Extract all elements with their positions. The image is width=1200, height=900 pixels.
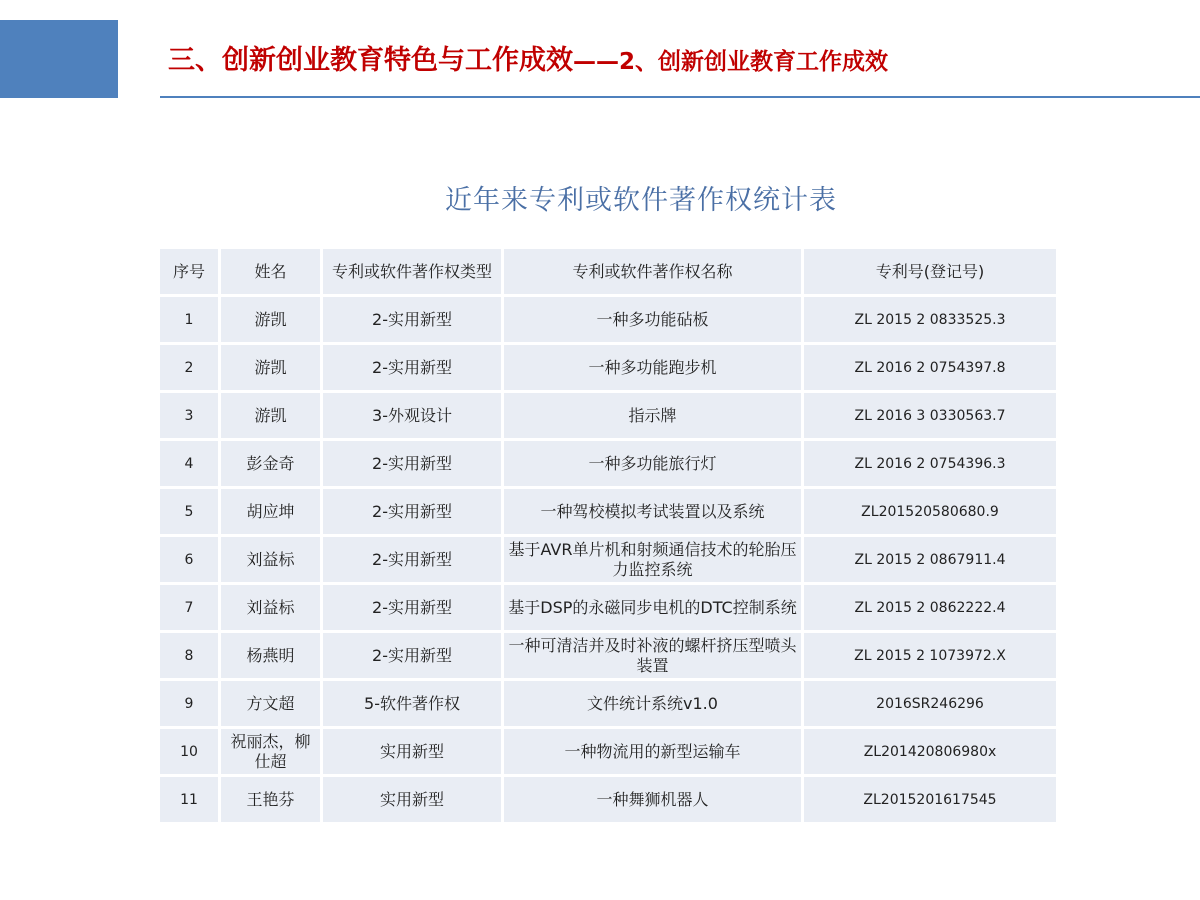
cell-type: 2-实用新型 (323, 537, 501, 582)
table-row (160, 777, 1056, 822)
cell-name: 祝丽杰，柳仕超 (221, 729, 320, 774)
cell-title: 指示牌 (504, 393, 801, 438)
cell-index: 11 (160, 777, 218, 822)
cell-number: 2016SR246296 (804, 681, 1056, 726)
table-row (160, 441, 1056, 486)
cell-number: ZL 2015 2 0862222.4 (804, 585, 1056, 630)
cell-type: 2-实用新型 (323, 585, 501, 630)
cell-type: 实用新型 (323, 777, 501, 822)
cell-title: 文件统计系统v1.0 (504, 681, 801, 726)
cell-title: 一种舞狮机器人 (504, 777, 801, 822)
cell-title: 一种可清洁并及时补液的螺杆挤压型喷头装置 (504, 633, 801, 678)
cell-index: 6 (160, 537, 218, 582)
slide-title-sub: ——2、创新创业教育工作成效 (573, 49, 889, 75)
cell-number: ZL201520580680.9 (804, 489, 1056, 534)
corner-accent-block (0, 20, 118, 98)
cell-index: 4 (160, 441, 218, 486)
cell-index: 1 (160, 297, 218, 342)
cell-number: ZL 2016 2 0754396.3 (804, 441, 1056, 486)
cell-index: 7 (160, 585, 218, 630)
cell-index: 10 (160, 729, 218, 774)
table-row (160, 489, 1056, 534)
cell-title: 一种驾校模拟考试装置以及系统 (504, 489, 801, 534)
table-row (160, 585, 1056, 630)
cell-type: 实用新型 (323, 729, 501, 774)
cell-number: ZL 2016 2 0754397.8 (804, 345, 1056, 390)
table-row (160, 681, 1056, 726)
cell-type: 2-实用新型 (323, 489, 501, 534)
title-divider (160, 96, 1200, 98)
cell-number: ZL 2015 2 0867911.4 (804, 537, 1056, 582)
table-row (160, 297, 1056, 342)
cell-name: 胡应坤 (221, 489, 320, 534)
cell-index: 9 (160, 681, 218, 726)
cell-title: 一种多功能砧板 (504, 297, 801, 342)
cell-number: ZL 2016 3 0330563.7 (804, 393, 1056, 438)
cell-title: 一种多功能跑步机 (504, 345, 801, 390)
slide-title (168, 38, 888, 77)
cell-index: 8 (160, 633, 218, 678)
table-title: 近年来专利或软件著作权统计表 (445, 185, 837, 216)
column-header-number: 专利号(登记号) (804, 249, 1056, 294)
cell-name: 彭金奇 (221, 441, 320, 486)
column-header-title: 专利或软件著作权名称 (504, 249, 801, 294)
cell-type: 3-外观设计 (323, 393, 501, 438)
cell-name: 刘益标 (221, 537, 320, 582)
cell-name: 游凯 (221, 297, 320, 342)
cell-name: 方文超 (221, 681, 320, 726)
cell-type: 2-实用新型 (323, 633, 501, 678)
table-row (160, 729, 1056, 774)
table-row (160, 633, 1056, 678)
cell-type: 2-实用新型 (323, 345, 501, 390)
cell-index: 3 (160, 393, 218, 438)
table-header-row (160, 249, 1056, 294)
column-header-name: 姓名 (221, 249, 320, 294)
cell-number: ZL 2015 2 1073972.X (804, 633, 1056, 678)
cell-name: 王艳芬 (221, 777, 320, 822)
cell-type: 2-实用新型 (323, 297, 501, 342)
column-header-type: 专利或软件著作权类型 (323, 249, 501, 294)
cell-number: ZL2015201617545 (804, 777, 1056, 822)
patent-stats-table (157, 246, 1059, 825)
cell-type: 5-软件著作权 (323, 681, 501, 726)
cell-index: 2 (160, 345, 218, 390)
table-row (160, 345, 1056, 390)
table-row (160, 537, 1056, 582)
slide-title-main: 三、创新创业教育特色与工作成效 (168, 45, 573, 76)
cell-number: ZL 2015 2 0833525.3 (804, 297, 1056, 342)
cell-title: 一种物流用的新型运输车 (504, 729, 801, 774)
cell-name: 游凯 (221, 345, 320, 390)
column-header-index: 序号 (160, 249, 218, 294)
table-row (160, 393, 1056, 438)
cell-title: 基于DSP的永磁同步电机的DTC控制系统 (504, 585, 801, 630)
cell-index: 5 (160, 489, 218, 534)
cell-name: 刘益标 (221, 585, 320, 630)
cell-type: 2-实用新型 (323, 441, 501, 486)
cell-name: 杨燕明 (221, 633, 320, 678)
cell-number: ZL201420806980x (804, 729, 1056, 774)
cell-title: 一种多功能旅行灯 (504, 441, 801, 486)
cell-title: 基于AVR单片机和射频通信技术的轮胎压力监控系统 (504, 537, 801, 582)
cell-name: 游凯 (221, 393, 320, 438)
